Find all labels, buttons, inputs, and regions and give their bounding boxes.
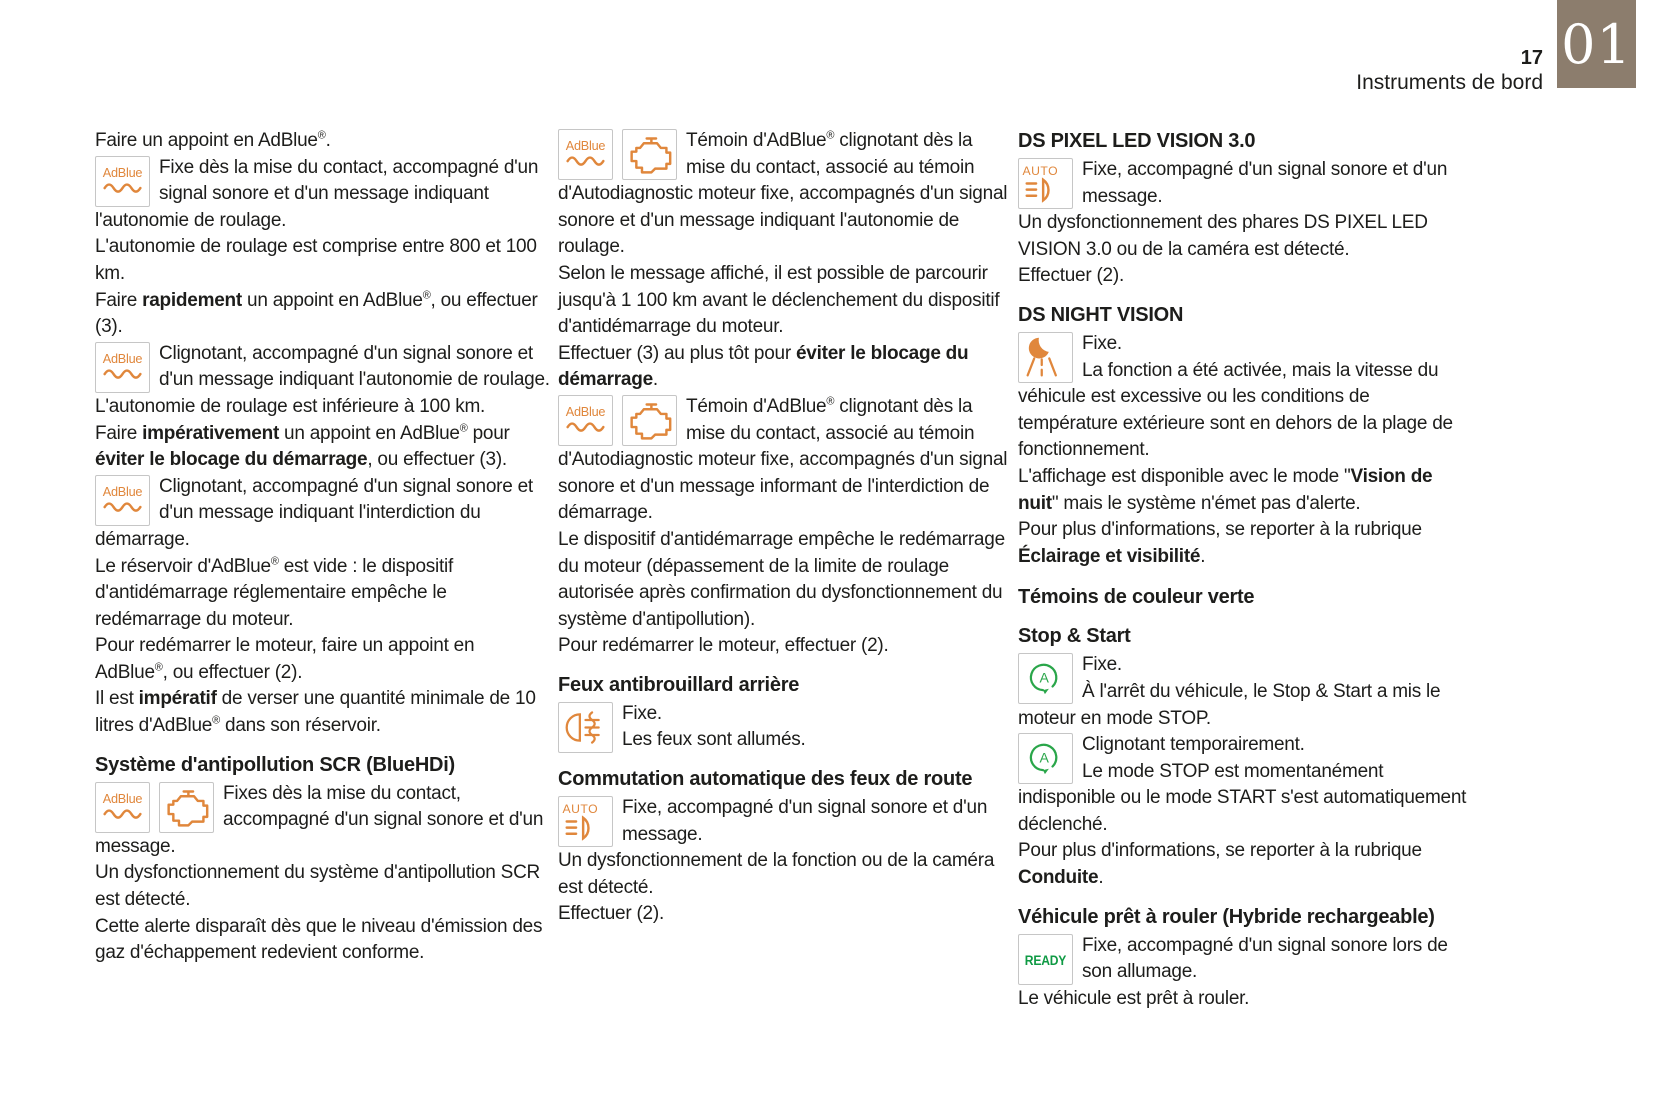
icon-paragraph [95, 155, 550, 235]
stop-start-icon [1018, 653, 1073, 704]
registered-mark: ® [459, 422, 468, 435]
text-segment: À l'arrêt du véhicule, le Stop & Start a mis le moteur en mode STOP. [1018, 680, 1441, 729]
engine-icon [159, 782, 214, 833]
adblue-icon [95, 156, 150, 207]
text-segment: Éclairage et visibilité [1018, 545, 1201, 567]
paragraph [1018, 838, 1470, 891]
text-segment: Selon le message affiché, il est possible de parcourir jusqu'à 1 100 km avant le déclenchement du dispositif d'antidémarrage du moteur. [558, 262, 1000, 338]
svg-text:AUTO: AUTO [562, 802, 599, 817]
icon-paragraph [558, 394, 1010, 527]
paragraph [558, 341, 1010, 394]
text-segment: . [1098, 867, 1104, 889]
text-segment: Pour plus d'informations, se reporter à la rubrique [1018, 519, 1422, 541]
text-segment: clignotant dès la mise du contact, associé au témoin d'Autodiagnostic moteur fixe, accompagnés d'un signal sonore et d'un message informant de l'interdiction de démarrage. [558, 395, 1008, 524]
icon-paragraph [1018, 652, 1470, 732]
paragraph [1018, 210, 1470, 263]
text-segment: dans son réservoir. [219, 715, 381, 737]
column-middle [558, 128, 1010, 1012]
svg-text:AdBlue: AdBlue [102, 484, 143, 499]
text-segment: Fixe. [622, 702, 662, 724]
text-segment: . [325, 130, 331, 151]
text-segment: pour [467, 422, 510, 444]
icon-paragraph [558, 795, 1010, 848]
text-segment: Fixes dès la mise du contact, accompagné d'un signal sonore et d'un message. [95, 782, 544, 857]
paragraph [558, 633, 1010, 660]
text-segment: Clignotant, accompagné d'un signal sonore et d'un message indiquant l'autonomie de roulage. [159, 342, 550, 391]
paragraph [95, 288, 550, 341]
text-segment: La fonction a été activée, mais la vitesse du véhicule est excessive ou les conditions de température extérieure sont en dehors de la plage de fonctionnement. [1018, 359, 1453, 461]
paragraph [558, 848, 1010, 901]
svg-text:AdBlue: AdBlue [565, 404, 606, 419]
registered-mark: ® [154, 661, 163, 674]
text-segment: clignotant dès la mise du contact, associé au témoin d'Autodiagnostic moteur fixe, accompagnés d'un signal sonore et d'un message indiquant l'autonomie de roulage. [558, 130, 1008, 258]
text-segment: Témoin d'AdBlue [686, 130, 827, 151]
text-segment: Fixe, accompagné d'un signal sonore et d'un message. [622, 797, 988, 845]
paragraph [95, 421, 550, 474]
adblue-icon [558, 129, 613, 180]
adblue-icon [95, 782, 150, 833]
paragraph [95, 633, 550, 686]
text-segment: Un dysfonctionnement du système d'antipollution SCR est détecté. [95, 862, 541, 911]
text-segment: L'affichage est disponible avec le mode " [1018, 465, 1351, 487]
svg-text:AdBlue: AdBlue [102, 791, 143, 806]
text-segment: Pour plus d'informations, se reporter à la rubrique [1018, 840, 1422, 862]
chapter-tab: 01 [1557, 0, 1636, 88]
text-segment: Pour redémarrer le moteur, effectuer (2). [558, 635, 889, 657]
auto-beam-icon [558, 796, 613, 847]
svg-text:A: A [1039, 670, 1049, 687]
paragraph [1018, 464, 1470, 517]
text-segment: Le mode STOP est momentanément indisponible ou le mode START s'est automatiquement déclenché. [1018, 760, 1467, 835]
page-section-title: Instruments de bord [1356, 71, 1543, 94]
page-header [1356, 46, 1543, 96]
text-segment: Effectuer (2). [1018, 265, 1124, 287]
paragraph [1018, 517, 1470, 570]
registered-mark: ® [826, 129, 835, 142]
text-segment: Le réservoir d'AdBlue [95, 555, 271, 577]
text-segment: " mais le système n'émet pas d'alerte. [1051, 492, 1361, 514]
text-segment: Faire un appoint en AdBlue [95, 130, 318, 151]
subsection-heading: Véhicule prêt à rouler (Hybride rechargeable) [1018, 905, 1435, 928]
text-segment: est vide : le dispositif d'antidémarrage réglementaire empêche le redémarrage du moteur. [95, 555, 454, 630]
text-segment: L'autonomie de roulage est inférieure à 100 km. [95, 395, 486, 417]
text-segment: Effectuer (2). [558, 903, 664, 925]
adblue-icon [95, 342, 150, 393]
text-segment: Le dispositif d'antidémarrage empêche le redémarrage du moteur (dépassement de la limite de roulage autorisée après confirmation du dysfonctionnement du système d'antipollution). [558, 528, 1005, 630]
registered-mark: ® [826, 395, 835, 408]
text-segment: Vision de nuit [1018, 465, 1433, 514]
text-segment: Un dysfonctionnement de la fonction ou de la caméra est détecté. [558, 850, 995, 898]
text-segment: un appoint en AdBlue [242, 289, 423, 311]
icon-paragraph [95, 474, 550, 554]
icon-paragraph [1018, 732, 1470, 838]
svg-text:A: A [1039, 749, 1049, 766]
engine-icon [622, 395, 677, 446]
icon-paragraph [1018, 157, 1470, 210]
text-segment: Il est [95, 688, 139, 710]
text-segment: impérativement [142, 422, 280, 444]
text-segment: Clignotant, accompagné d'un signal sonore et d'un message indiquant l'interdiction du démarrage. [95, 475, 533, 550]
adblue-icon [95, 475, 150, 526]
text-segment: éviter le blocage du démarrage [95, 449, 368, 471]
text-segment: impératif [138, 688, 217, 710]
svg-text:AdBlue: AdBlue [102, 351, 143, 366]
text-segment: Faire [95, 289, 143, 311]
paragraph [95, 554, 550, 634]
ready-icon [1018, 934, 1073, 985]
paragraph [558, 527, 1010, 633]
text-segment: Clignotant temporairement. [1082, 734, 1305, 756]
text-segment: Fixe dès la mise du contact, accompagné d'un signal sonore et d'un message indiquant l'autonomie de roulage. [95, 156, 539, 231]
engine-icon [622, 129, 677, 180]
icon-paragraph [95, 341, 550, 394]
icon-paragraph [95, 781, 550, 861]
text-segment: Effectuer (3) au plus tôt pour [558, 342, 796, 364]
text-segment: Témoin d'AdBlue [686, 395, 827, 417]
stop-start-icon [1018, 733, 1073, 784]
text-segment: Conduite [1018, 867, 1099, 889]
text-segment: Fixe, accompagné d'un signal sonore lors de son allumage. [1082, 934, 1448, 983]
text-segment: Les feux sont allumés. [622, 729, 806, 751]
text-segment: Cette alerte disparaît dès que le niveau d'émission des gaz d'échappement redevient conforme. [95, 915, 543, 964]
registered-mark: ® [212, 714, 220, 727]
text-segment: de verser une quantité minimale de 10 litres d'AdBlue [95, 688, 536, 737]
paragraph [95, 914, 550, 967]
paragraph [95, 686, 550, 739]
subsection-heading: Système d'antipollution SCR (BlueHDi) [95, 753, 455, 776]
registered-mark: ® [422, 289, 431, 302]
text-segment: Faire [95, 422, 143, 444]
svg-text:AUTO: AUTO [1022, 164, 1059, 179]
paragraph [1018, 263, 1470, 290]
auto-beam-icon [1018, 158, 1073, 209]
text-segment: Fixe. [1082, 654, 1122, 676]
night-vision-icon [1018, 332, 1073, 383]
paragraph [558, 901, 1010, 928]
text-segment: Un dysfonctionnement des phares DS PIXEL LED VISION 3.0 ou de la caméra est détecté. [1018, 212, 1428, 260]
subsection-heading: DS NIGHT VISION [1018, 303, 1184, 326]
icon-paragraph [558, 701, 1010, 754]
text-segment: . [1200, 545, 1206, 567]
paragraph [558, 261, 1010, 341]
paragraph [95, 860, 550, 913]
registered-mark: ® [317, 129, 326, 142]
text-segment: , ou effectuer (2). [162, 661, 303, 683]
subsection-heading: DS PIXEL LED VISION 3.0 [1018, 130, 1256, 152]
text-segment: éviter le blocage du démarrage [558, 342, 969, 391]
column-right [1018, 128, 1470, 1012]
subsection-heading: Stop & Start [1018, 625, 1131, 648]
paragraph [95, 234, 550, 287]
text-segment: , ou effectuer (3). [95, 289, 538, 338]
adblue-icon [558, 395, 613, 446]
column-left [95, 128, 550, 1012]
text-segment: rapidement [142, 289, 242, 311]
paragraph [95, 394, 550, 421]
text-segment: Le véhicule est prêt à rouler. [1018, 987, 1250, 1009]
text-segment: Fixe, accompagné d'un signal sonore et d'un message. [1082, 159, 1448, 207]
page-number: 17 [1520, 47, 1543, 69]
registered-mark: ® [270, 555, 279, 568]
paragraph [1018, 986, 1470, 1013]
paragraph [95, 128, 550, 155]
icon-paragraph [558, 128, 1010, 261]
svg-text:AdBlue: AdBlue [102, 165, 143, 180]
text-segment: , ou effectuer (3). [367, 449, 507, 471]
text-segment: . [652, 369, 658, 391]
subsection-heading: Commutation automatique des feux de route [558, 768, 973, 791]
svg-text:READY: READY [1024, 951, 1067, 968]
text-segment: un appoint en AdBlue [279, 422, 460, 444]
section-heading: Témoins de couleur verte [1018, 586, 1255, 609]
icon-paragraph [1018, 933, 1470, 986]
svg-text:AdBlue: AdBlue [565, 138, 606, 153]
page-content [95, 128, 1470, 1012]
text-segment: Pour redémarrer le moteur, faire un appoint en AdBlue [95, 635, 475, 683]
text-segment: L'autonomie de roulage est comprise entre 800 et 100 km. [95, 236, 537, 284]
rear-fog-icon [558, 702, 613, 753]
subsection-heading: Feux antibrouillard arrière [558, 673, 800, 696]
icon-paragraph [1018, 331, 1470, 464]
text-segment: Fixe. [1082, 332, 1122, 354]
